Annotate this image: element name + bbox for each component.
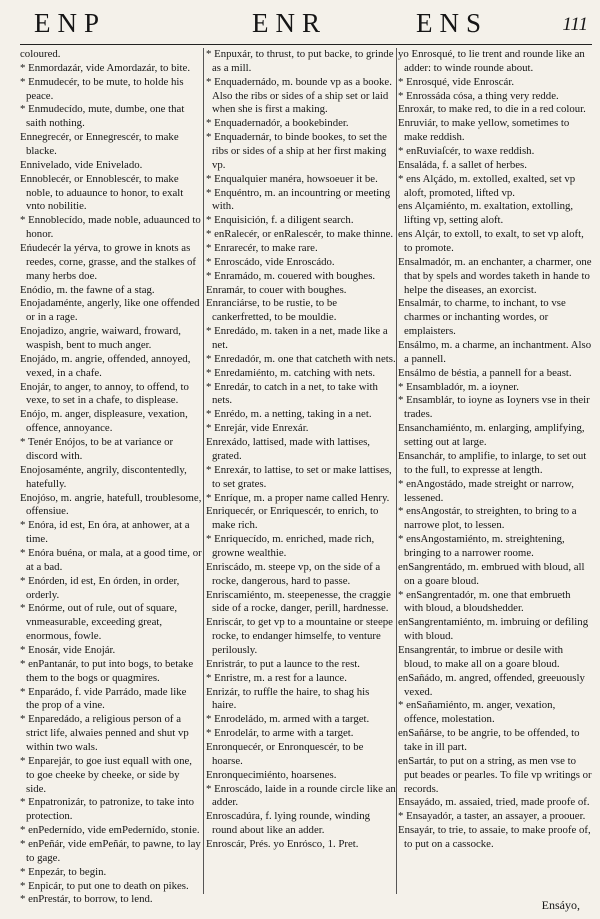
dictionary-entry: * enRalecér, or enRalescér, to make thinne. [206,228,394,241]
dictionary-entry: * Enparádo, f. vide Parrádo, made like the prop of a vine. [20,685,187,712]
header-right-keyword: ENS [416,8,489,38]
dictionary-entry: Ensanchamiénto, m. enlarging, amplifying, setting out at large. [398,422,585,449]
dictionary-entry: * Enórme, out of rule, out of square, vnmeasurable, exceeding great, enormous, fowle. [20,602,178,643]
dictionary-entry: Ensangrentár, to imbrue or desile with bloud, to make all on a goare bloud. [398,643,564,670]
dictionary-entry: Ennoblecér, or Ennoblescér, to make noble, to aduaunce to honor, to exalt vnto nobilitie. [20,172,184,213]
dictionary-entry: * enSañamiénto, m. anger, vexation, offence, molestation. [398,699,556,726]
dictionary-entry: * Enóra, id est, En óra, at anhower, at a time. [20,519,190,546]
dictionary-entry: * Enrarecér, to make rare. [206,242,318,255]
dictionary-entry: * Enóra buéna, or mala, at a good time, or at a bad. [20,546,202,573]
dictionary-entry: * Enramádo, m. couered with boughes. [206,269,376,282]
dictionary-entry: * Ensamblár, to ioyne as Ioyners vse in their trades. [398,394,590,421]
dictionary-entry: ens Alçamiénto, m. exaltation, extolling, lifting vp, setting aloft. [398,200,574,227]
dictionary-entry: * Enristre, m. a rest for a launce. [206,671,347,684]
dictionary-entry: Enronquecér, or Enronquescér, to be hoarse. [206,740,364,767]
dictionary-entry: Enojadaménte, angerly, like one offended or in a rage. [20,297,200,324]
dictionary-entry: Enronquecimiénto, hoarsenes. [206,768,337,781]
dictionary-entry: * Enquéntro, m. an incountring or meeting with. [206,186,391,213]
dictionary-entry: * Enrodeládo, m. armed with a target. [206,713,370,726]
dictionary-entry: * Ennoblecído, made noble, aduaunced to honor. [20,214,201,241]
dictionary-entry: * Enquadernadór, a bookebinder. [206,117,349,130]
dictionary-entry: * Enriquecído, m. enriched, made rich, growne wealthie. [206,533,375,559]
dictionary-entry: Enriscár, to get vp to a mountaine or steepe rocke, to endanger himselfe, to venture perilously. [206,616,393,656]
dictionary-entry: * Enquadernár, to binde bookes, to set the ribs or sides of a ship at her first making vp. [206,131,387,171]
dictionary-entry: Ennivelado, vide Enivelado. [20,158,143,171]
dictionary-entry: * Enqualquier manéra, howsoeuer it be. [206,172,378,185]
dictionary-entry: coloured. [20,48,61,60]
dictionary-entry: Enrizár, to ruffle the haire, to shag his haire. [206,685,370,712]
dictionary-entry: * Enparejár, to goe iust equall with one, to goe cheeke by cheeke, or side by side. [20,754,192,795]
dictionary-entry: Ensaláda, f. a sallet of herbes. [398,158,527,171]
dictionary-entry: * Enórden, id est, En órden, in order, orderly. [20,574,180,601]
dictionary-entry: enSartár, to put on a string, as men vse to put beades or pearles. To file vp writings or records. [398,754,592,795]
dictionary-entry: Eńudecér la yérva, to growe in knots as reedes, corne, grasse, and the stalkes of many herbs doe. [20,242,196,282]
dictionary-entry: Enriquecér, or Enriquescér, to enrich, to make rich. [206,505,379,532]
dictionary-entry: * Enrodelár, to arme with a target. [206,727,354,740]
dictionary-entry: Enojosaménte, angrily, discontentedly, hatefully. [20,463,187,490]
dictionary-entry: Ensayár, to trie, to assaie, to make proofe of, to put on a cassocke. [398,824,591,850]
dictionary-entry: * Enpatronizár, to patronize, to take into protection. [20,796,195,823]
dictionary-entry: * Enríque, m. a proper name called Henry. [206,491,390,504]
dictionary-entry: * Enpezár, to begin. [20,865,107,878]
dictionary-entry: * Enrédo, m. a netting, taking in a net. [206,408,372,421]
dictionary-entry: Enojadizo, angrie, waiward, froward, waspish, bent to much anger. [20,325,181,352]
dictionary-entry: Enroscár, Prés. yo Enrósco, 1. Pret. [206,837,359,850]
dictionary-entry: * Enmudecído, mute, dumbe, one that saith nothing. [20,103,185,130]
dictionary-entry: * Enrejár, vide Enrexár. [206,422,309,435]
dictionary-entry: Enojádo, m. angrie, offended, annoyed, vexed, in a chafe. [20,352,191,379]
column-divider [396,48,397,894]
dictionary-entry: * ensAngostamiénto, m. streightening, bringing to a narrower roome. [398,533,565,559]
dictionary-entry: * Enpicár, to put one to death on pikes. [20,879,189,892]
catchword: Ensáyo, [541,898,580,912]
dictionary-entry: Ensalmadór, m. an enchanter, a charmer, one that by spels and wordes taketh in hande to helpe the diseases, an exorcist. [398,255,592,296]
dictionary-entry: Ensalmár, to charme, to inchant, to vse charmes or inchanting wordes, or emplaisters. [398,297,566,338]
dictionary-entry: Ensálmo de béstia, a pannell for a beast. [398,366,572,379]
dictionary-entry: * enAngostádo, made streight or narrow, lessened. [398,477,574,504]
dictionary-entry: Enramár, to couer with boughes. [206,283,347,296]
dictionary-entry: * ensAngostár, to streighten, to bring to a narrowe plot, to lessen. [398,505,577,532]
dictionary-entry: Enruviár, to make yellow, sometimes to make reddish. [398,117,570,144]
dictionary-entry: * Tenér Enójos, to be at variance or discord with. [20,436,174,462]
dictionary-entry: * Enroscádo, vide Enroscádo. [206,255,335,268]
dictionary-entry: * Enmudecér, to be mute, to holde his peace. [20,75,184,102]
dictionary-entry: * Enredár, to catch in a net, to take with nets. [206,380,378,407]
dictionary-entry: * Enmordazár, vide Amordazár, to bite. [20,61,191,74]
dictionary-entry: Enristrár, to put a launce to the rest. [206,657,360,670]
dictionary-entry: Enódio, m. the fawne of a stag. [20,283,155,296]
dictionary-entry: * Ensambladór, m. a ioyner. [398,380,520,393]
dictionary-entry: * Enparedádo, a religious person of a strict life, alwaies penned and shut vp within two wals. [20,713,189,753]
dictionary-entry: enSañárse, to be angrie, to be offended, to take in ill part. [398,727,580,753]
dictionary-entry: * Enquisición, f. a diligent search. [206,214,354,227]
column-middle [206,48,396,852]
dictionary-entry: Enojóso, m. angrie, hatefull, troublesome, offensiue. [20,491,202,518]
header-left-keyword: ENP [34,8,107,38]
dictionary-entry: Ensálmo, m. a charme, an inchantment. Also a pannell. [398,339,592,365]
dictionary-entry: ens Alçár, to extoll, to exalt, to set vp aloft, to promote. [398,228,584,255]
header-rule [20,44,592,45]
column-left [20,48,202,907]
dictionary-entry: * Enredamiénto, m. catching with nets. [206,366,376,379]
dictionary-entry: * Enroscádo, laide in a rounde circle like an adder. [206,782,396,809]
dictionary-entry: Enriscádo, m. steepe vp, on the side of a rocke, dangerous, hard to passe. [206,560,381,587]
dictionary-entry: * enPantanár, to put into bogs, to betake them to the bogs or quagmires. [20,657,194,684]
dictionary-entry: * Enpuxár, to thrust, to put backe, to grinde as a mill. [206,48,394,74]
dictionary-entry: enSangrentádo, m. embrued with bloud, all on a goare bloud. [398,560,585,587]
dictionary-entry: * ens Alçádo, m. extolled, exalted, set vp aloft, promoted, lifted vp. [398,172,576,199]
dictionary-entry: * Ensayadór, a taster, an assayer, a proouer. [398,810,586,823]
dictionary-entry: Enroscadúra, f. lying rounde, winding round about like an adder. [206,810,371,837]
dictionary-entry: * Enosár, vide Enojár. [20,643,116,656]
dictionary-entry: * Enredádo, m. taken in a net, made like a net. [206,325,388,352]
dictionary-entry: yo Enrosqué, to lie trent and rounde like an adder: to winde rounde about. [398,48,585,74]
dictionary-entry: * enSangrentadór, m. one that embrueth with bloud, a bloudshedder. [398,588,571,615]
dictionary-entry: * enPrestár, to borrow, to lend. [20,893,153,906]
dictionary-entry: * Enquadernádo, m. bounde vp as a booke. Also the ribs or sides of a ship set or laid when she is first a making. [206,75,392,116]
dictionary-entry: * enRuviaſcér, to waxe reddish. [398,145,535,158]
column-right [398,48,592,852]
dictionary-entry: * Enredadór, m. one that catcheth with nets. [206,352,396,365]
dictionary-entry: * enPedernído, vide emPedernído, stonie. [20,824,200,837]
header-center-keyword: ENR [252,8,327,38]
dictionary-entry: Enrexádo, lattised, made with lattises, grated. [206,436,371,462]
page-number: 111 [562,14,588,35]
dictionary-entry: Enójo, m. anger, displeasure, vexation, offence, annoyance. [20,408,188,435]
dictionary-entry: enSañádo, m. angred, offended, greeuously vexed. [398,671,585,698]
dictionary-entry: Enranciárse, to be rustie, to be cankerfretted, to be mouldie. [206,297,338,324]
dictionary-entry: Enroxár, to make red, to die in a red colour. [398,103,586,116]
dictionary-entry: Enriscamiénto, m. steepenesse, the craggie side of a rocke, danger, perill, hardnesse. [206,588,391,615]
dictionary-entry: Enojár, to anger, to annoy, to offend, to vexe, to set in a chafe, to displease. [20,380,189,407]
running-header [0,4,600,44]
dictionary-entry: Ensanchár, to amplifie, to inlarge, to set out to the full, to expresse at length. [398,449,587,476]
dictionary-entry: * enPeñár, vide emPeñár, to pawne, to lay to gage. [20,837,201,864]
dictionary-entry: * Enrexár, to lattise, to set or make lattises, to set grates. [206,463,392,490]
dictionary-entry: Ennegrecér, or Ennegrescér, to make blacke. [20,131,179,158]
dictionary-entry: enSangrentamiénto, m. imbruing or defiling with bloud. [398,616,589,643]
column-divider [203,48,204,894]
dictionary-entry: Ensayádo, m. assaied, tried, made proofe of. [398,796,590,809]
dictionary-entry: * Enrossáda cósa, a thing very redde. [398,89,559,102]
dictionary-entry: * Enrosqué, vide Enroscár. [398,75,515,88]
